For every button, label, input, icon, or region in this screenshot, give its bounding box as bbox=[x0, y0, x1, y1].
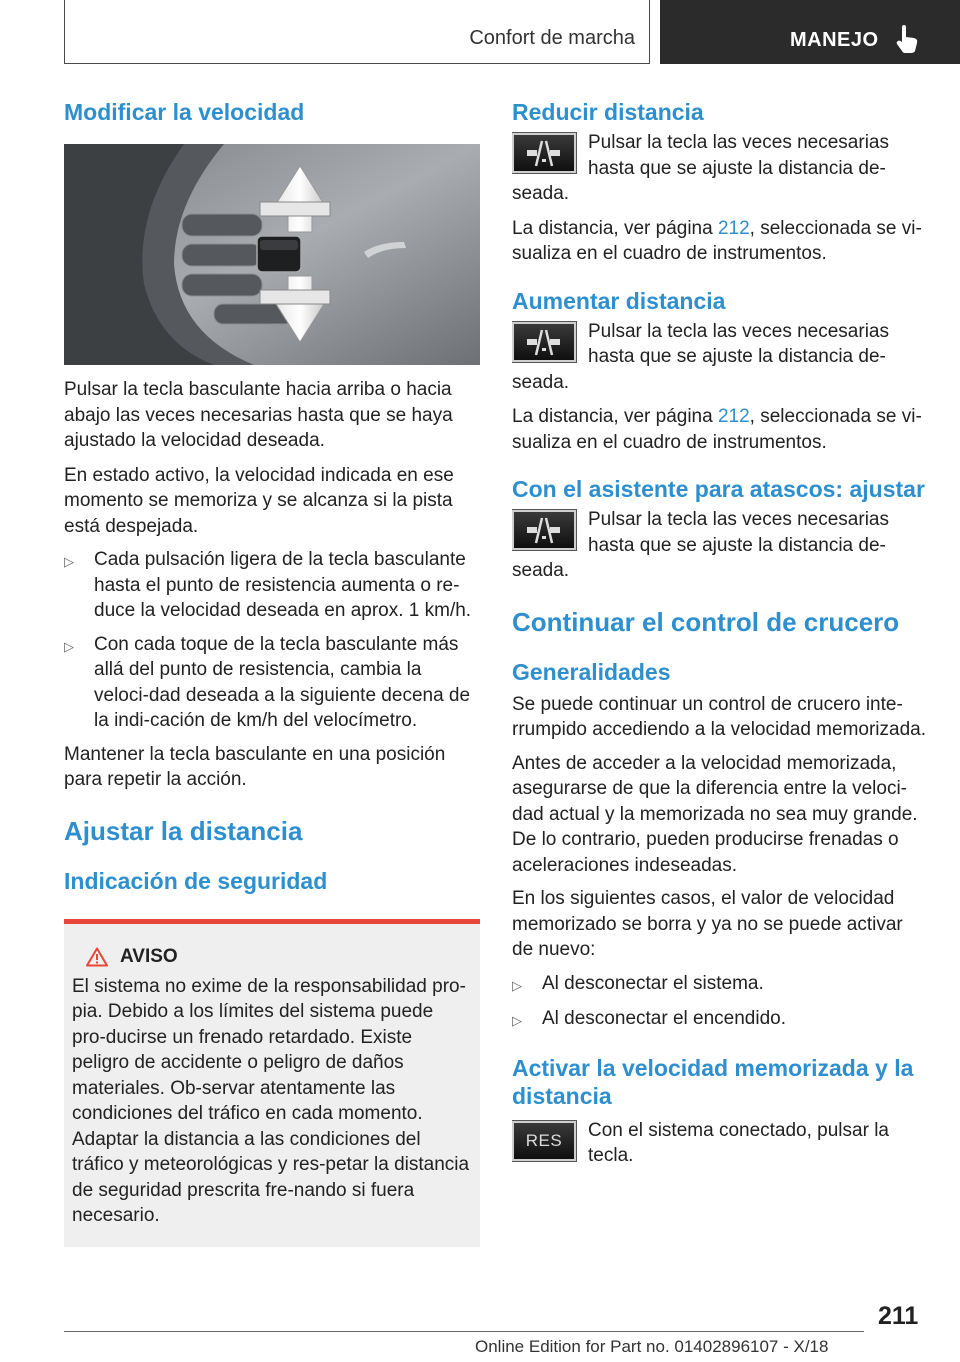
text: , seleccionada se vi-sualiza en el cuadro de instrumentos. bbox=[512, 406, 922, 453]
heading-reduce-distance: Reducir distancia bbox=[512, 99, 704, 125]
list-item-text: Al desconectar el encendido. bbox=[542, 1008, 786, 1029]
page-header bbox=[0, 0, 960, 66]
paragraph: Pulsar la tecla las veces necesarias hasta que se ajuste la distancia de-seada. bbox=[512, 132, 889, 204]
res-button-icon bbox=[512, 1121, 576, 1161]
list-item bbox=[64, 632, 480, 734]
heading-increase-distance: Aumentar distancia bbox=[512, 287, 726, 314]
triangle-bullet-icon: ▷ bbox=[64, 554, 74, 569]
key-instruction bbox=[512, 130, 928, 207]
list-item-text: Con cada toque de la tecla basculante más allá del punto de resistencia, cambia la veloci-dad deseada a la siguiente decena de la indi-cación de km/h del velocímetro. bbox=[94, 633, 471, 731]
text: La distancia, ver página bbox=[512, 217, 718, 239]
paragraph: En estado activo, la velocidad indicada en ese momento se memoriza y se alcanza si la pista está despejada. bbox=[64, 464, 454, 537]
heading-continue-cruise-control: Continuar el control de crucero bbox=[512, 606, 900, 637]
warning-triangle-icon bbox=[86, 947, 108, 967]
heading-general: Generalidades bbox=[512, 658, 671, 685]
paragraph: Mantener la tecla basculante en una posición para repetir la acción. bbox=[64, 743, 446, 790]
right-column bbox=[512, 98, 928, 1169]
paragraph bbox=[512, 216, 928, 267]
subsection-tab bbox=[64, 0, 650, 64]
steering-wheel-rocker-switch-photo bbox=[64, 144, 480, 365]
text: , seleccionada se vi-sualiza en el cuadro de instrumentos. bbox=[512, 217, 922, 264]
heading-adjust-distance: Ajustar la distancia bbox=[64, 815, 303, 846]
list-item bbox=[64, 547, 480, 624]
distance-button-icon bbox=[512, 133, 576, 173]
list-item-text: Al desconectar el sistema. bbox=[542, 972, 764, 994]
paragraph: Con el sistema conectado, pulsar la tecla. bbox=[588, 1119, 889, 1166]
page-link[interactable]: 212 bbox=[717, 217, 750, 239]
text: La distancia, ver página bbox=[512, 406, 718, 427]
page-number: 211 bbox=[878, 1302, 919, 1330]
footer-edition: Online Edition for Part no. 01402896107 - X/18 bbox=[475, 1337, 829, 1356]
warning-header bbox=[72, 946, 470, 968]
page-link[interactable]: 212 bbox=[717, 406, 750, 427]
distance-button-icon bbox=[512, 510, 576, 550]
list-item-text: Cada pulsación ligera de la tecla basculante hasta el punto de resistencia aumenta o re-duce la velocidad deseada en aprox. 1 km/h. bbox=[94, 549, 472, 621]
section-tab bbox=[660, 0, 960, 64]
distance-button-icon bbox=[512, 322, 576, 362]
footer-divider bbox=[64, 1331, 864, 1332]
hand-pointer-icon bbox=[893, 24, 921, 54]
paragraph: En los siguientes casos, el valor de velocidad memorizado se borra y ya no se puede activar de nuevo: bbox=[512, 888, 903, 960]
triangle-bullet-icon: ▷ bbox=[512, 1013, 522, 1028]
key-instruction bbox=[512, 507, 928, 584]
heading-safety-note: Indicación de seguridad bbox=[64, 867, 328, 894]
heading-activate-memorized-speed: Activar la velocidad memorizada y la distancia bbox=[512, 1054, 914, 1109]
warning-title: AVISO bbox=[120, 945, 178, 967]
key-instruction bbox=[512, 1118, 928, 1169]
paragraph bbox=[512, 404, 928, 455]
paragraph: Se puede continuar un control de crucero inte-rrumpido accediendo a la velocidad memorizada. bbox=[512, 693, 927, 740]
left-column bbox=[64, 98, 480, 1247]
paragraph: Pulsar la tecla basculante hacia arriba o hacia abajo las veces necesarias hasta que se haya ajustado la velocidad deseada. bbox=[64, 379, 453, 451]
section-title: MANEJO bbox=[790, 29, 879, 51]
key-instruction bbox=[512, 319, 928, 396]
list-item bbox=[512, 1006, 928, 1034]
warning-box bbox=[64, 919, 480, 1247]
triangle-bullet-icon: ▷ bbox=[64, 638, 74, 654]
subsection-title: Confort de marcha bbox=[469, 27, 635, 49]
paragraph: Antes de acceder a la velocidad memorizada, asegurarse de que la diferencia entre la veloci-dad actual y la memorizada no sea muy grande. De lo contrario, pueden producirse frenadas o aceleraciones indeseadas. bbox=[512, 752, 918, 876]
heading-modify-speed: Modificar la velocidad bbox=[64, 99, 305, 125]
heading-traffic-jam-assistant: Con el asistente para atascos: ajustar bbox=[512, 476, 925, 502]
res-button-label: RES bbox=[525, 1130, 563, 1150]
paragraph: Pulsar la tecla las veces necesarias hasta que se ajuste la distancia de-seada. bbox=[512, 320, 889, 393]
paragraph: Pulsar la tecla las veces necesarias hasta que se ajuste la distancia de-seada. bbox=[512, 509, 889, 581]
list-item bbox=[512, 971, 928, 999]
warning-text: El sistema no exime de la responsabilidad pro-pia. Debido a los límites del sistema puede pro-ducirse un frenado retardado. Existe peligro de accidente o peligro de daños materiales. Ob-servar atentamente las condiciones del tráfico en cada momento. Adaptar la distancia a las condiciones del tráfico y meteorológicas y res-petar la distancia de seguridad prescrita fre-nando si fuera necesario. bbox=[72, 975, 470, 1226]
triangle-bullet-icon: ▷ bbox=[512, 977, 522, 993]
